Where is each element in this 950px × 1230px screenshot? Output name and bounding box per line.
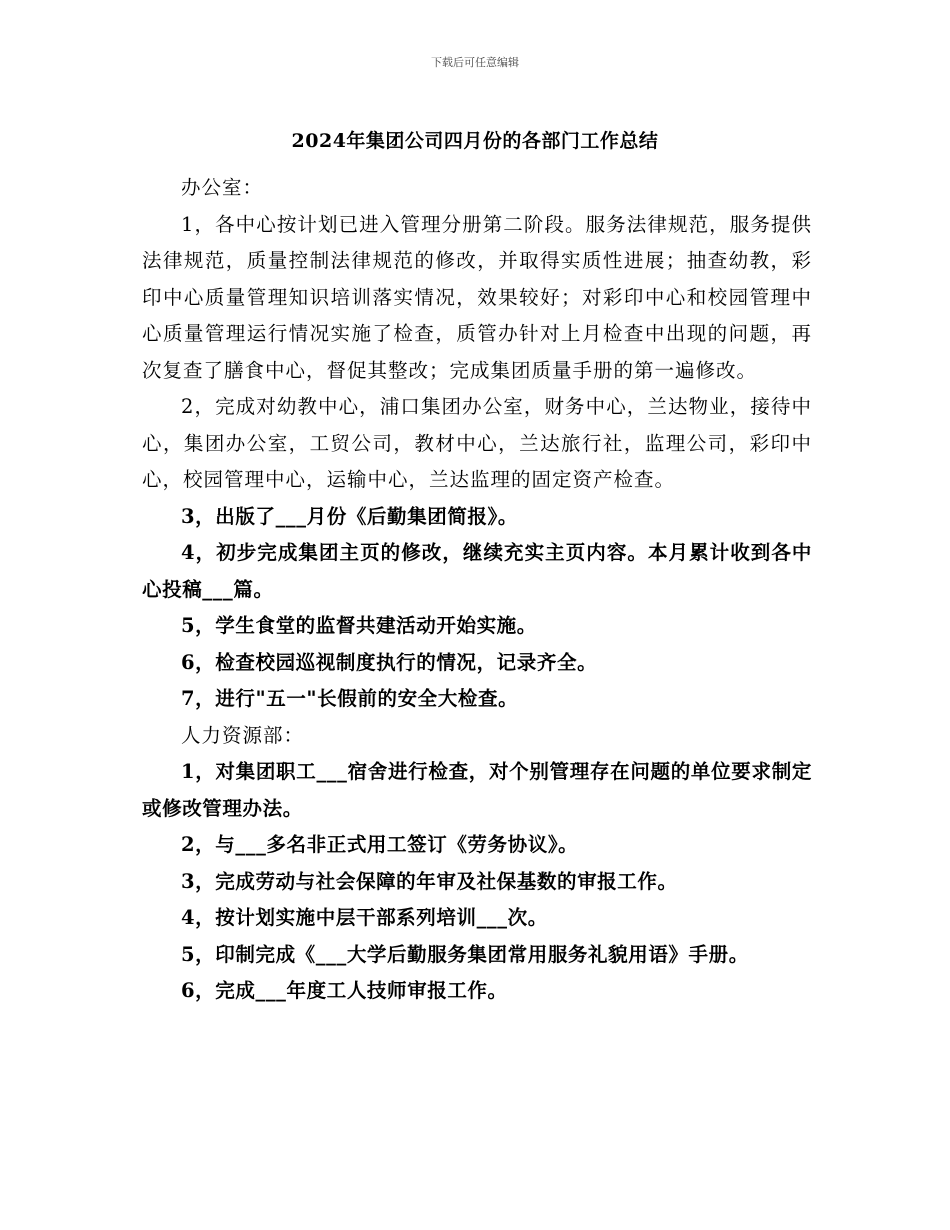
paragraph: 1，各中心按计划已进入管理分册第二阶段。服务法律规范，服务提供法律规范，质量控制法律规范的修改，并取得实质性进展；抽查幼教，彩印中心质量管理知识培训落实情况，效果较好；对彩印中心和校园管理中心质量管理运行情况实施了检查，质管办针对上月检查中出现的问题，再次复查了膳食中心，督促其整改；完成集团质量手册的第一遍修改。 xyxy=(142,212,812,382)
document-body xyxy=(142,170,812,1010)
paragraph: 4，初步完成集团主页的修改，继续充实主页内容。本月累计收到各中心投稿___篇。 xyxy=(142,541,812,601)
paragraph: 2，与___多名非正式用工签订《劳务协议》。 xyxy=(181,833,579,856)
header-note: 下载后可任意编辑 xyxy=(431,56,519,69)
paragraph: 5，学生食堂的监督共建活动开始实施。 xyxy=(181,614,537,637)
section-heading-office: 办公室： xyxy=(181,176,264,199)
paragraph: 2，完成对幼教中心，浦口集团办公室，财务中心，兰达物业，接待中心，集团办公室，工贸公司，教材中心，兰达旅行社，监理公司，彩印中心，校园管理中心，运输中心，兰达监理的固定资产检查。 xyxy=(142,395,812,491)
paragraph: 3，完成劳动与社会保障的年审及社保基数的审报工作。 xyxy=(181,869,678,893)
paragraph: 3，出版了___月份《后勤集团简报》。 xyxy=(181,504,518,528)
document-title: 2024年集团公司四月份的各部门工作总结 xyxy=(291,130,659,152)
paragraph: 5，印制完成《___大学后勤服务集团常用服务礼貌用语》手册。 xyxy=(181,942,749,966)
paragraph: 4，按计划实施中层干部系列培训___次。 xyxy=(181,906,548,929)
paragraph: 1，对集团职工___宿舍进行检查，对个别管理存在问题的单位要求制定或修改管理办法。 xyxy=(142,760,812,820)
paragraph: 6，检查校园巡视制度执行的情况，记录齐全。 xyxy=(181,650,598,674)
section-heading-hr: 人力资源部： xyxy=(181,723,305,747)
paragraph: 6，完成___年度工人技师审报工作。 xyxy=(181,979,508,1002)
paragraph: 7，进行"五一"长假前的安全大检查。 xyxy=(181,687,519,710)
